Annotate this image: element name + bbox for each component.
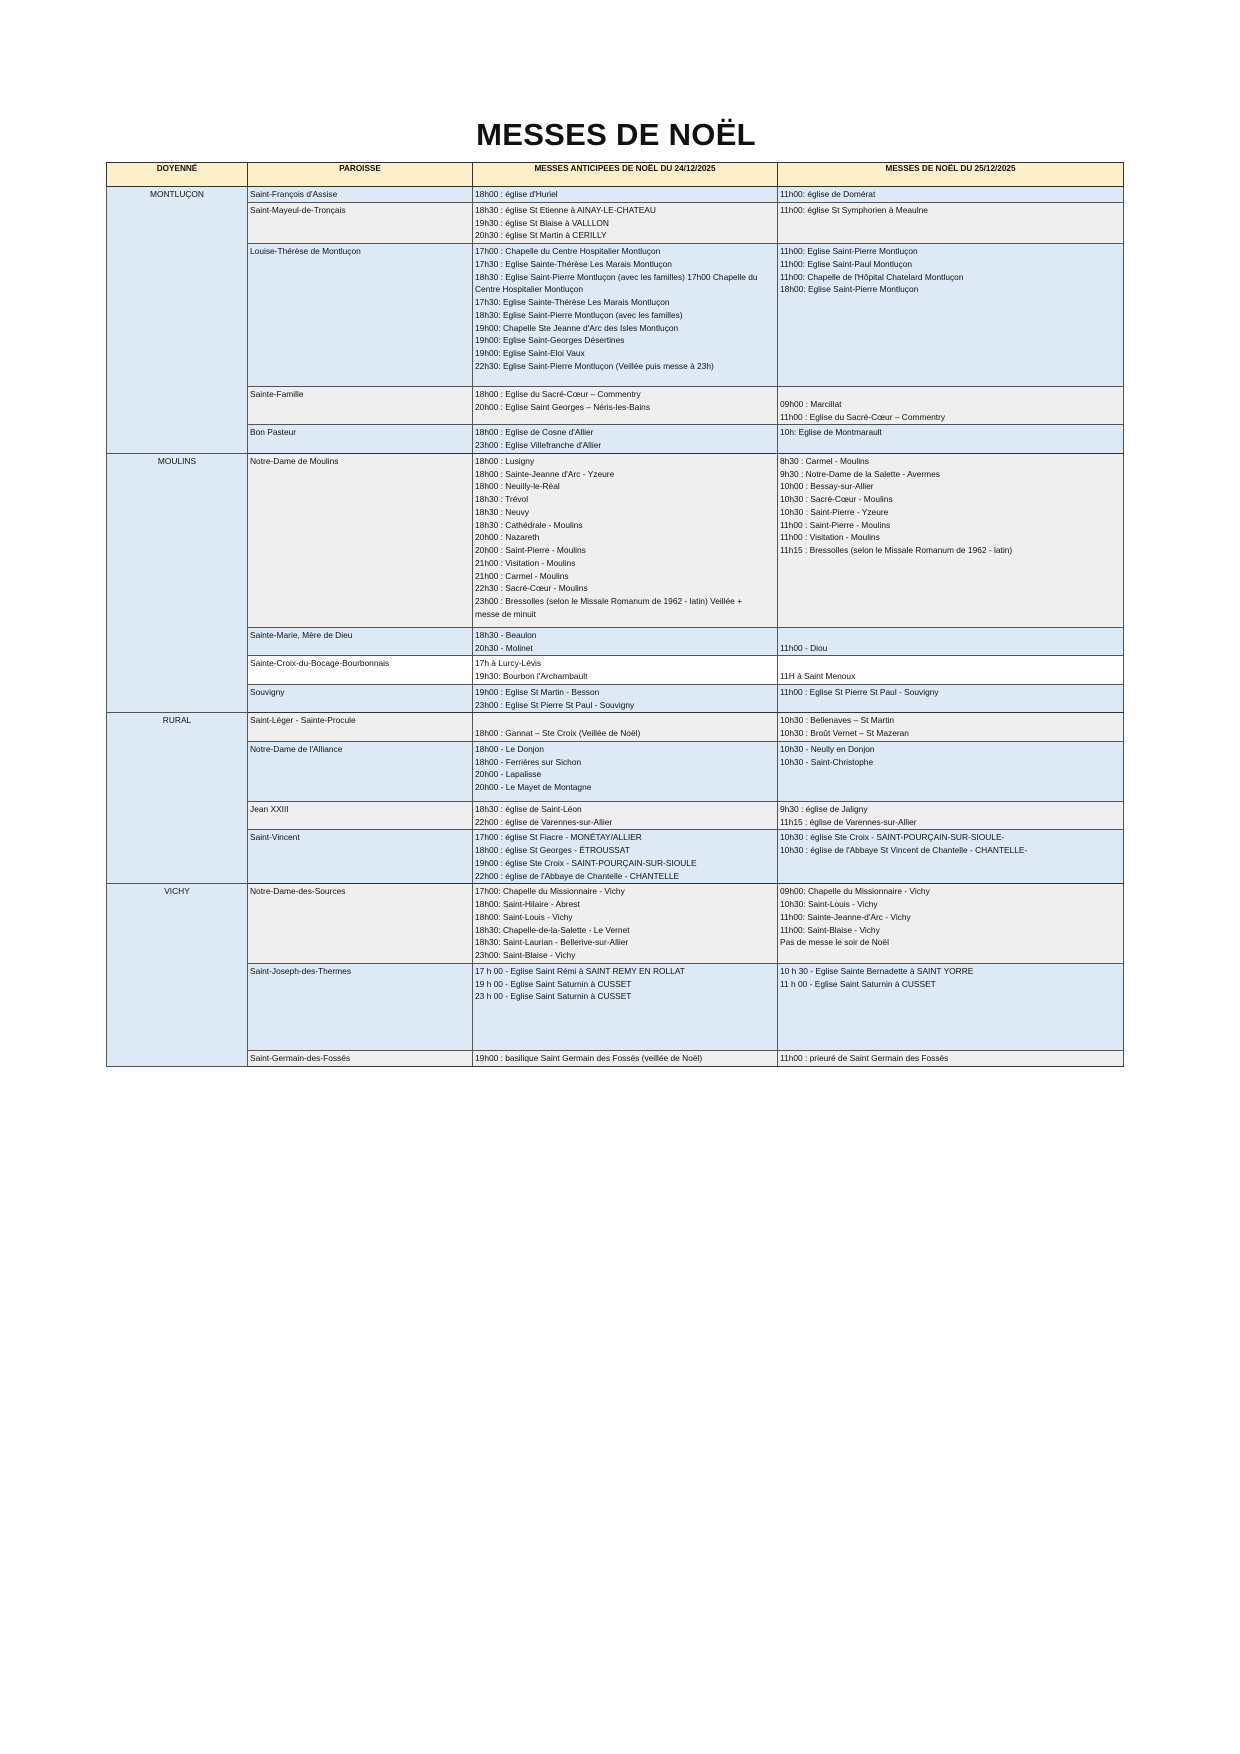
messe-veille-line: [475, 714, 775, 727]
table-row: [107, 963, 1124, 1050]
messe-veille-line: 21h00 : Visitation - Moulins: [475, 557, 576, 568]
header-paroisse: PAROISSE: [248, 163, 473, 187]
messe-veille-line: 20h30 - Molinet: [475, 642, 533, 653]
table-row: [107, 884, 1124, 964]
messes-noel-cell: [778, 801, 1124, 830]
table-row: [107, 453, 1124, 627]
messe-veille-line: 20h00 : Saint-Pierre - Moulins: [475, 545, 586, 555]
paroisse-cell: Saint-Léger - Sainte-Procule: [248, 713, 473, 742]
messe-veille-line: 18h00 - Le Donjon: [475, 743, 544, 754]
messe-veille-line: 20h00 : Nazareth: [475, 532, 540, 543]
messe-veille-line: 18h30 : Trévol: [475, 494, 529, 504]
table-row: [107, 684, 1124, 713]
messe-veille-line: 18h30 : église de Saint-Léon: [475, 803, 582, 814]
messe-veille-line: 17h à Lurcy-Lévis: [475, 658, 542, 669]
messes-noel-cell: [778, 1050, 1124, 1066]
messe-veille-line: 18h30 - Beaulon: [475, 629, 537, 640]
messe-veille-line: 23 h 00 - Eglise Saint Saturnin à CUSSET: [475, 991, 632, 1002]
messe-veille-line: 17 h 00 - Eglise Saint Rémi à SAINT REMY EN ROLLAT: [475, 965, 685, 976]
table-row: [107, 830, 1124, 884]
messe-veille-line: 23h00 : Eglise St Pierre St Paul - Souvigny: [475, 699, 635, 710]
paroisse-cell: Saint-François d'Assise: [248, 187, 473, 203]
messes-veille-cell: [473, 244, 778, 387]
messes-veille-cell: [473, 202, 778, 243]
messe-noel-line: 10h00 : Bessay-sur-Allier: [780, 481, 874, 492]
header-messes-noel: MESSES DE NOËL DU 25/12/2025: [778, 163, 1124, 187]
messe-veille-line: 18h30 : Eglise Saint-Pierre Montluçon (avec les familles) 17h00 Chapelle du: [475, 271, 758, 282]
messes-noel-cell: [778, 713, 1124, 742]
messes-veille-cell: [473, 627, 778, 656]
table-row: [107, 627, 1124, 656]
table-row: [107, 202, 1124, 243]
messe-veille-line: 23h00 : Bressolles (selon le Missale Romanum de 1962 - latin) Veillée +: [475, 596, 742, 606]
messe-veille-line: 20h00 - Lapalisse: [475, 769, 542, 780]
messe-veille-line: 23h00: Saint-Blaise - Vichy: [475, 950, 576, 960]
messe-noel-line: 10h: Eglise de Montmarault: [780, 427, 882, 438]
messe-veille-line: 17h00 : église St Fiacre - MONÉTAY/ALLIER: [475, 832, 642, 843]
messe-veille-line: 19h00 : église Ste Croix - SAINT-POURÇAIN-SUR-SIOULE: [475, 857, 697, 868]
messe-noel-line: 11h00 : Saint-Pierre - Moulins: [780, 519, 891, 530]
messes-veille-cell: [473, 884, 778, 964]
paroisse-cell: Louise-Thérèse de Montluçon: [248, 244, 473, 387]
messe-veille-line: 18h00 : Eglise du Sacré-Cœur – Commentry: [475, 389, 641, 400]
paroisse-cell: Jean XXIII: [248, 801, 473, 830]
messes-veille-cell: [473, 425, 778, 454]
doyenne-cell: RURAL: [107, 713, 248, 884]
messe-veille-line: 19h00: Eglise Saint-Georges Désertines: [475, 335, 625, 346]
paroisse-cell: Sainte-Croix-du-Bocage-Bourbonnais: [248, 656, 473, 685]
doyenne-cell: VICHY: [107, 884, 248, 1066]
messes-veille-cell: [473, 453, 778, 627]
messes-veille-cell: [473, 656, 778, 685]
table-header-row: [107, 163, 1124, 187]
messe-noel-line: Pas de messe le soir de Noël: [780, 937, 889, 948]
messes-noel-cell: [778, 425, 1124, 454]
messe-veille-line: 22h00 : église de l'Abbaye de Chantelle - CHANTELLE: [475, 870, 680, 881]
table-row: [107, 801, 1124, 830]
paroisse-cell: Saint-Vincent: [248, 830, 473, 884]
messe-veille-line: 17h30: Eglise Sainte-Thérèse Les Marais Montluçon: [475, 297, 670, 307]
messes-noel-cell: [778, 741, 1124, 801]
messe-veille-line: 18h00: Saint-Hilaire - Abrest: [475, 899, 580, 909]
table-row: [107, 713, 1124, 742]
paroisse-cell: Saint-Joseph-des-Thermes: [248, 963, 473, 1050]
messes-noel-cell: [778, 963, 1124, 1050]
header-doyenne: DOYENNÉ: [107, 163, 248, 187]
messe-noel-line: 10h30 - Neully en Donjon: [780, 743, 875, 754]
messe-noel-line: 9h30 : Notre-Dame de la Salette - Avermes: [780, 468, 940, 479]
doyenne-cell: MOULINS: [107, 453, 248, 713]
messes-veille-cell: [473, 387, 778, 425]
table-row: [107, 741, 1124, 801]
messe-veille-line: 17h00 : Chapelle du Centre Hospitalier Montluçon: [475, 246, 661, 256]
messe-noel-line: 11h00: église St Symphorien à Meaulne: [780, 204, 928, 215]
messe-noel-line: 11h00 : Eglise du Sacré-Cœur – Commentry: [780, 411, 946, 422]
messe-noel-line: 11h00 : Visitation - Moulins: [780, 532, 880, 543]
messe-veille-line: 18h00 - Ferrières sur Sichon: [475, 756, 582, 767]
messes-veille-cell: [473, 801, 778, 830]
paroisse-cell: Notre-Dame de Moulins: [248, 453, 473, 627]
paroisse-cell: Notre-Dame de l'Alliance: [248, 741, 473, 801]
messes-veille-cell: [473, 741, 778, 801]
messe-veille-line: 18h30: Eglise Saint-Pierre Montluçon (avec les familles): [475, 309, 683, 320]
messe-veille-line: 19h00: Chapelle Ste Jeanne d'Arc des Isles Montluçon: [475, 322, 679, 333]
messe-veille-line: 18h00 : Sainte-Jeanne d'Arc - Yzeure: [475, 468, 615, 479]
messe-veille-line: 20h00 : Eglise Saint Georges – Néris-les-Bains: [475, 402, 651, 412]
messe-noel-line: 10h30 : église de l'Abbaye St Vincent de Chantelle - CHANTELLE-: [780, 845, 1028, 855]
messe-veille-line: 18h30: Saint-Laurian - Bellerive-sur-Allier: [475, 937, 629, 948]
messe-noel-line: 10h30 : Saint-Pierre - Yzeure: [780, 506, 889, 517]
messes-veille-cell: [473, 830, 778, 884]
messe-veille-line: 18h30 : Neuvy: [475, 506, 530, 517]
messe-veille-line: 19h00: Eglise Saint-Eloi Vaux: [475, 348, 585, 358]
messes-noel-cell: [778, 684, 1124, 713]
paroisse-cell: Sainte-Marie, Mère de Dieu: [248, 627, 473, 656]
paroisse-cell: Sainte-Famille: [248, 387, 473, 425]
messe-noel-line: 09h00 : Marcillat: [780, 398, 842, 409]
paroisse-cell: Bon Pasteur: [248, 425, 473, 454]
table-row: [107, 244, 1124, 387]
table-row: [107, 387, 1124, 425]
messe-veille-line: 18h00: Saint-Louis - Vichy: [475, 911, 573, 922]
messe-veille-line: 18h00 : Eglise de Cosne d'Allier: [475, 427, 594, 438]
messe-veille-line: 18h30 : Cathédrale - Moulins: [475, 519, 583, 530]
messe-noel-line: 11h00 - Diou: [780, 642, 828, 653]
messe-noel-line: 11h00 : prieuré de Saint Germain des Fossés: [780, 1052, 949, 1063]
messe-veille-line: 18h00 : église d'Huriel: [475, 189, 558, 199]
messe-veille-line: 22h00 : église de Varennes-sur-Allier: [475, 816, 613, 827]
messe-veille-line: 19h30 : église St Blaise à VALLLON: [475, 217, 609, 228]
messes-noel-cell: [778, 244, 1124, 387]
messes-noel-cell: [778, 187, 1124, 203]
messe-noel-line: 10h30 : Broût Vernet – St Mazeran: [780, 728, 909, 738]
messe-veille-line: 22h30 : Sacré-Cœur - Moulins: [475, 583, 588, 594]
paroisse-cell: Saint-Germain-des-Fossés: [248, 1050, 473, 1066]
messes-veille-cell: [473, 1050, 778, 1066]
messe-veille-line: messe de minuit: [475, 608, 536, 619]
messes-noel-cell: [778, 453, 1124, 627]
messes-noel-cell: [778, 627, 1124, 656]
masses-table: [106, 162, 1124, 1067]
messe-noel-line: 11h00: Eglise Saint-Pierre Montluçon: [780, 246, 918, 256]
table-body: [107, 187, 1124, 1067]
table-row: [107, 187, 1124, 203]
messes-noel-cell: [778, 202, 1124, 243]
messes-noel-cell: [778, 387, 1124, 425]
messe-veille-line: 17h00: Chapelle du Missionnaire - Vichy: [475, 886, 625, 897]
messes-veille-cell: [473, 713, 778, 742]
messe-noel-line: 11h00: Sainte-Jeanne-d'Arc - Vichy: [780, 911, 911, 922]
table-row: [107, 425, 1124, 454]
messe-noel-line: 10h30 - Saint-Christophe: [780, 756, 874, 767]
messe-veille-line: 18h00 : Neuilly-le-Réal: [475, 481, 560, 492]
messe-veille-line: 22h30: Eglise Saint-Pierre Montluçon (Veillée puis messe à 23h): [475, 360, 714, 371]
messe-veille-line: 18h30 : église St Etienne à AINAY-LE-CHATEAU: [475, 204, 656, 215]
messe-noel-line: 10h30: Saint-Louis - Vichy: [780, 899, 878, 909]
messes-noel-cell: [778, 884, 1124, 964]
messe-veille-line: 20h30 : église St Martin à CERILLY: [475, 230, 607, 241]
messe-noel-line: 10h30 : Bellenaves – St Martin: [780, 715, 895, 726]
table-row: [107, 656, 1124, 685]
page-title: MESSES DE NOËL: [476, 117, 756, 152]
paroisse-cell: Souvigny: [248, 684, 473, 713]
messe-noel-line: 11h00: Eglise Saint-Paul Montluçon: [780, 258, 913, 269]
paroisse-cell: Saint-Mayeul-de-Tronçais: [248, 202, 473, 243]
messe-noel-line: 11h00 : Eglise St Pierre St Paul - Souvigny: [780, 686, 939, 697]
messe-noel-line: 18h00: Eglise Saint-Pierre Montluçon: [780, 284, 919, 295]
messe-veille-line: 19h30: Bourbon l'Archambault: [475, 671, 588, 681]
messes-veille-cell: [473, 963, 778, 1050]
messe-veille-line: 23h00 : Eglise Villefranche d'Allier: [475, 440, 602, 450]
messe-noel-line: 11 h 00 - Eglise Saint Saturnin à CUSSET: [780, 978, 936, 989]
messe-veille-line: Centre Hospitalier Montluçon: [475, 284, 583, 295]
messe-veille-line: 18h30: Chapelle-de-la-Salette - Le Vernet: [475, 924, 630, 935]
messe-noel-line: 11h00: Saint-Blaise - Vichy: [780, 924, 880, 935]
messes-noel-cell: [778, 656, 1124, 685]
messe-veille-line: 19h00 : basilique Saint Germain des Fossés (veillée de Noël): [475, 1052, 703, 1063]
messe-veille-line: 18h00 : Lusigny: [475, 455, 535, 466]
messe-noel-line: 10 h 30 - Eglise Sainte Bernadette à SAINT YORRE: [780, 965, 974, 976]
messe-veille-line: 18h00 : Gannat – Ste Croix (Veillée de Noël): [475, 728, 641, 738]
messe-noel-line: 9h30 : église de Jaligny: [780, 803, 868, 814]
messe-noel-line: 10h30 : Sacré-Cœur - Moulins: [780, 494, 893, 504]
messe-veille-line: 17h30 : Eglise Sainte-Thérèse Les Marais Montluçon: [475, 258, 672, 269]
messe-veille-line: 19h00 : Eglise St Martin - Besson: [475, 686, 600, 697]
messe-noel-line: 09h00: Chapelle du Missionnaire - Vichy: [780, 886, 930, 897]
messe-veille-line: 20h00 - Le Mayet de Montagne: [475, 782, 592, 792]
paroisse-cell: Notre-Dame-des-Sources: [248, 884, 473, 964]
messe-noel-line: 11h15 : Bressolles (selon le Missale Romanum de 1962 - latin): [780, 545, 1013, 555]
messe-noel-line: 11h00: Chapelle de l'Hôpital Chatelard Montluçon: [780, 271, 964, 282]
messe-veille-line: 19 h 00 - Eglise Saint Saturnin à CUSSET: [475, 978, 632, 989]
header-messes-anticipees: MESSES ANTICIPEES DE NOËL DU 24/12/2025: [473, 163, 778, 187]
messe-noel-line: 11h15 : église de Varennes-sur-Allier: [780, 816, 917, 827]
doyenne-cell: MONTLUÇON: [107, 187, 248, 454]
messe-noel-line: 11H à Saint Menoux: [780, 671, 856, 681]
messes-veille-cell: [473, 187, 778, 203]
messe-noel-line: 10h30 : église Ste Croix - SAINT-POURÇAIN-SUR-SIOULE-: [780, 832, 1005, 843]
messe-veille-line: [475, 373, 775, 386]
messe-veille-line: 18h00 : église St Georges - ÉTROUSSAT: [475, 845, 630, 855]
messes-veille-cell: [473, 684, 778, 713]
messe-noel-line: 8h30 : Carmel - Moulins: [780, 455, 869, 466]
messes-noel-cell: [778, 830, 1124, 884]
table-row: [107, 1050, 1124, 1066]
messe-noel-line: 11h00: église de Domérat: [780, 189, 876, 199]
messe-veille-line: 21h00 : Carmel - Moulins: [475, 570, 569, 581]
